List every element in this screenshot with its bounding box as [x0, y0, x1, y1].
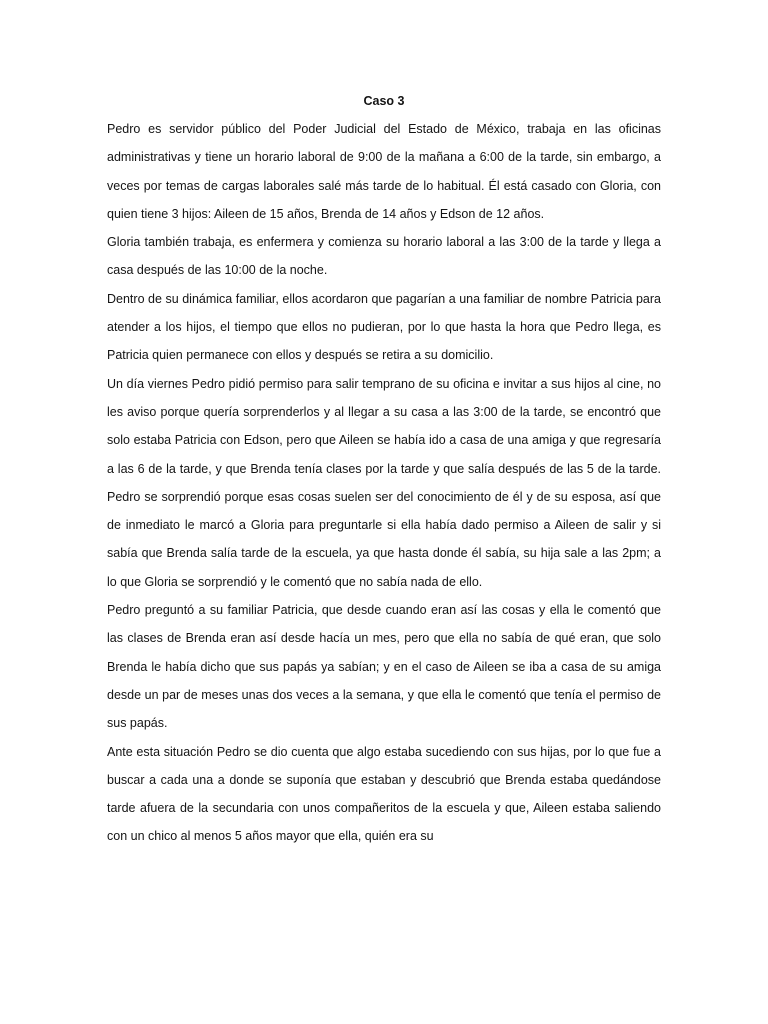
- document-title: Caso 3: [363, 94, 405, 108]
- paragraph-5: Pedro preguntó a su familiar Patricia, que desde cuando eran así las cosas y ella le comentó que las clases de Brenda eran así desde hacía un mes, pero que ella no sabía de qué eran, que solo Brenda le había dicho que sus papás ya sabían; y en el caso de Aileen se iba a casa de su amiga desde un par de meses unas dos veces a la semana, y que ella le comentó que tenía el permiso de sus papás.: [107, 603, 661, 731]
- paragraph-1: Pedro es servidor público del Poder Judicial del Estado de México, trabaja en las oficinas administrativas y tiene un horario laboral de 9:00 de la mañana a 6:00 de la tarde, sin embargo, a veces por temas de cargas laborales salé más tarde de lo habitual. Él está casado con Gloria, con quien tiene 3 hijos: Aileen de 15 años, Brenda de 14 años y Edson de 12 años.: [107, 122, 661, 221]
- paragraph-4: Un día viernes Pedro pidió permiso para salir temprano de su oficina e invitar a sus hijos al cine, no les aviso porque quería sorprenderlos y al llegar a su casa a las 3:00 de la tarde, se encontró que solo estaba Patricia con Edson, pero que Aileen se había ido a casa de una amiga y que regresaría a las 6 de la tarde, y que Brenda tenía clases por la tarde y que salía después de las 5 de la tarde. Pedro se sorprendió porque esas cosas suelen ser del conocimiento de él y de su esposa, así que de inmediato le marcó a Gloria para preguntarle si ella había dado permiso a Aileen de salir y si sabía que Brenda salía tarde de la escuela, ya que hasta donde él sabía, su hija sale a las 2pm; a lo que Gloria se sorprendió y le comentó que no sabía nada de ello.: [107, 376, 661, 589]
- document-body: [107, 115, 661, 851]
- paragraph-3: Dentro de su dinámica familiar, ellos acordaron que pagarían a una familiar de nombre Patricia para atender a los hijos, el tiempo que ellos no pudieran, por lo que hasta la hora que Pedro llega, es Patricia quien permanece con ellos y después se retira a su domicilio.: [107, 291, 661, 363]
- paragraph-2: Gloria también trabaja, es enfermera y comienza su horario laboral a las 3:00 de la tarde y llega a casa después de las 10:00 de la noche.: [107, 235, 661, 278]
- paragraph-6: Ante esta situación Pedro se dio cuenta que algo estaba sucediendo con sus hijas, por lo que fue a buscar a cada una a donde se suponía que estaban y descubrió que Brenda estaba quedándose tarde afuera de la secundaria con unos compañeritos de la escuela y que, Aileen estaba saliendo con un chico al menos 5 años mayor que ella, quién era su: [107, 744, 661, 844]
